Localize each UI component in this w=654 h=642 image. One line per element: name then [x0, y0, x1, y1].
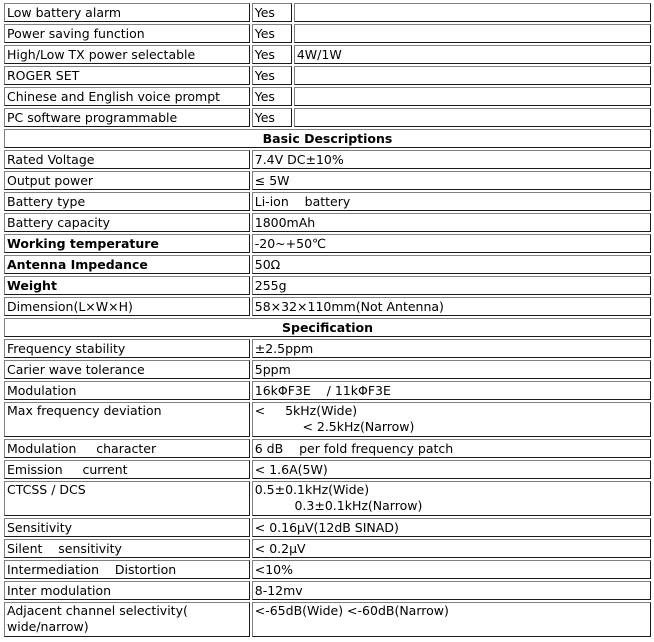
- row-label: Modulation character: [4, 439, 250, 458]
- row-label: Inter modulation: [4, 581, 250, 600]
- section-header-row: [4, 318, 651, 337]
- row-value: < 0.2μV: [252, 539, 651, 558]
- feature-extra: [294, 87, 651, 106]
- table-row: [4, 602, 651, 637]
- row-value: <10%: [252, 560, 651, 579]
- row-value: 6 dB per fold frequency patch: [252, 439, 651, 458]
- table-row: [4, 24, 651, 43]
- table-row: [4, 276, 651, 295]
- table-row: [4, 360, 651, 379]
- feature-name: PC software programmable: [4, 108, 250, 127]
- row-label: Carier wave tolerance: [4, 360, 250, 379]
- table-row: [4, 402, 651, 437]
- row-label: Dimension(L×W×H): [4, 297, 250, 316]
- table-row: [4, 339, 651, 358]
- table-row: [4, 581, 651, 600]
- table-row: [4, 3, 651, 22]
- row-label: Battery capacity: [4, 213, 250, 232]
- table-row: [4, 518, 651, 537]
- feature-name: Power saving function: [4, 24, 250, 43]
- row-label: Battery type: [4, 192, 250, 211]
- feature-extra: [294, 66, 651, 85]
- table-row: [4, 234, 651, 253]
- row-value: < 0.16μV(12dB SINAD): [252, 518, 651, 537]
- feature-name: Low battery alarm: [4, 3, 250, 22]
- table-row: [4, 45, 651, 64]
- feature-value: Yes: [252, 66, 292, 85]
- row-label: Sensitivity: [4, 518, 250, 537]
- row-label: Silent sensitivity: [4, 539, 250, 558]
- table-row: [4, 481, 651, 516]
- row-value: ±2.5ppm: [252, 339, 651, 358]
- table-row: [4, 87, 651, 106]
- row-value: ≤ 5W: [252, 171, 651, 190]
- table-row: [4, 150, 651, 169]
- row-label: Emission current: [4, 460, 250, 479]
- section-title-basic: Basic Descriptions: [4, 129, 651, 148]
- table-row: [4, 381, 651, 400]
- row-value: < 5kHz(Wide) < 2.5kHz(Narrow): [252, 402, 651, 437]
- table-row: [4, 255, 651, 274]
- feature-value: Yes: [252, 87, 292, 106]
- table-row: [4, 297, 651, 316]
- row-label: Weight: [4, 276, 250, 295]
- row-label: Working temperature: [4, 234, 250, 253]
- table-row: [4, 460, 651, 479]
- row-value: 16kΦF3E / 11kΦF3E: [252, 381, 651, 400]
- feature-extra: [294, 3, 651, 22]
- row-label: Intermediation Distortion: [4, 560, 250, 579]
- row-label: Rated Voltage: [4, 150, 250, 169]
- feature-value: Yes: [252, 45, 292, 64]
- row-label: Adjacent channel selectivity( wide/narrow): [4, 602, 250, 637]
- row-value: <-65dB(Wide) <-60dB(Narrow): [252, 602, 651, 637]
- feature-name: High/Low TX power selectable: [4, 45, 250, 64]
- row-value: -20~+50℃: [252, 234, 651, 253]
- row-label: Antenna Impedance: [4, 255, 250, 274]
- feature-name: ROGER SET: [4, 66, 250, 85]
- row-label: Max frequency deviation: [4, 402, 250, 437]
- table-row: [4, 439, 651, 458]
- row-label: Frequency stability: [4, 339, 250, 358]
- feature-value: Yes: [252, 3, 292, 22]
- feature-value: Yes: [252, 24, 292, 43]
- spec-table: [2, 1, 653, 639]
- row-value: 50Ω: [252, 255, 651, 274]
- row-value: 5ppm: [252, 360, 651, 379]
- row-value: < 1.6A(5W): [252, 460, 651, 479]
- table-row: [4, 171, 651, 190]
- row-label: Output power: [4, 171, 250, 190]
- section-header-row: [4, 129, 651, 148]
- feature-value: Yes: [252, 108, 292, 127]
- feature-extra: 4W/1W: [294, 45, 651, 64]
- row-value: Li-ion battery: [252, 192, 651, 211]
- row-label: CTCSS / DCS: [4, 481, 250, 516]
- row-value: 8-12mv: [252, 581, 651, 600]
- row-label: Modulation: [4, 381, 250, 400]
- table-row: [4, 108, 651, 127]
- row-value: 58×32×110mm(Not Antenna): [252, 297, 651, 316]
- row-value: 1800mAh: [252, 213, 651, 232]
- feature-extra: [294, 24, 651, 43]
- table-row: [4, 66, 651, 85]
- row-value: 0.5±0.1kHz(Wide) 0.3±0.1kHz(Narrow): [252, 481, 651, 516]
- feature-name: Chinese and English voice prompt: [4, 87, 250, 106]
- row-value: 255g: [252, 276, 651, 295]
- section-title-specification: Specification: [4, 318, 651, 337]
- feature-extra: [294, 108, 651, 127]
- table-row: [4, 213, 651, 232]
- table-row: [4, 192, 651, 211]
- row-value: 7.4V DC±10%: [252, 150, 651, 169]
- table-row: [4, 539, 651, 558]
- table-row: [4, 560, 651, 579]
